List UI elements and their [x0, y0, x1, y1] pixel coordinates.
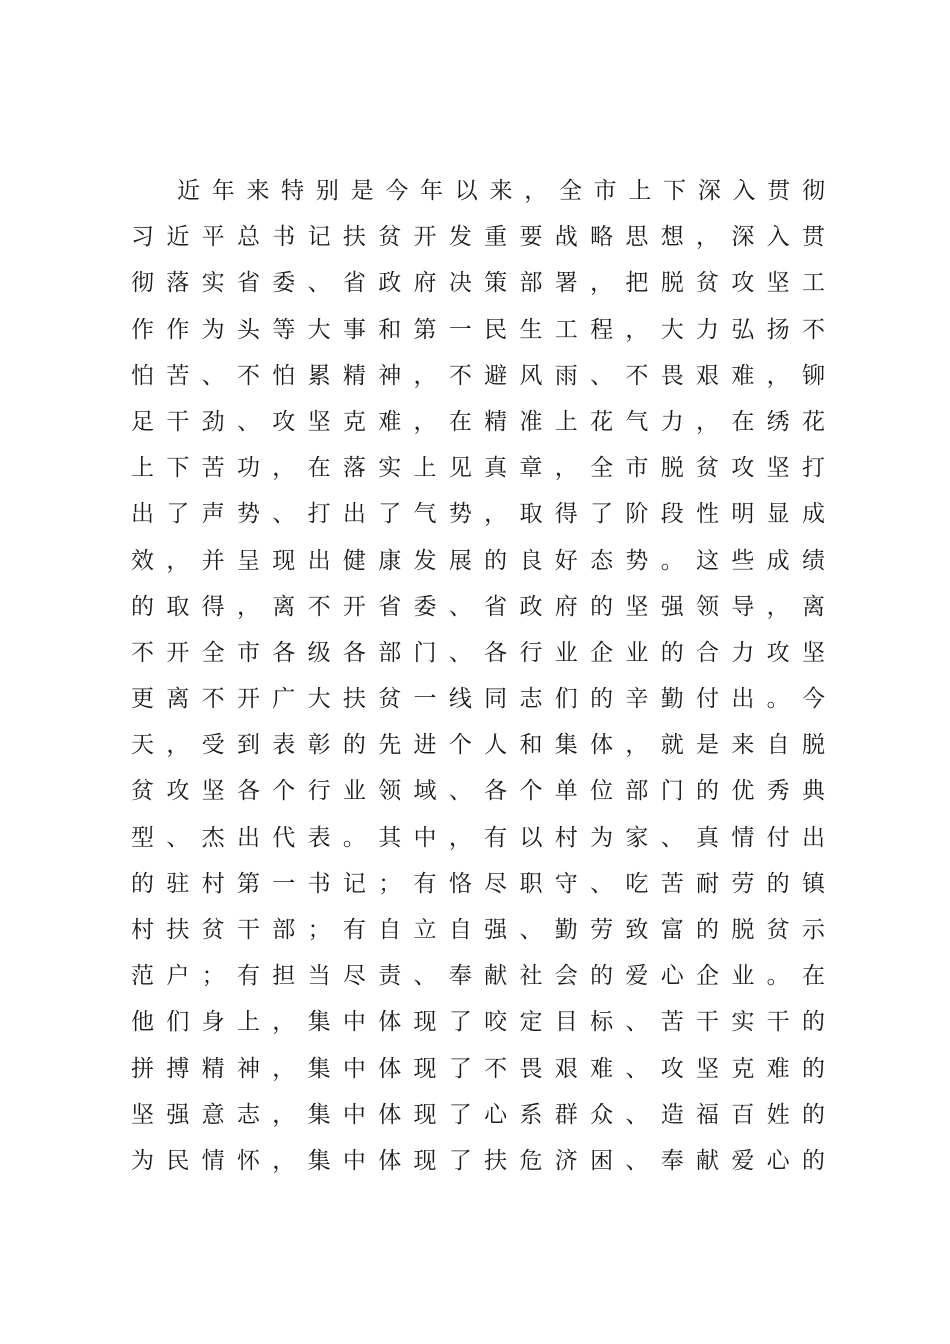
text-line: 贫攻坚各个行业领域、各个单位部门的优秀典 — [131, 778, 825, 805]
text-line: 他们身上，集中体现了咬定目标、苦干实干的 — [131, 1009, 825, 1036]
text-line: 彻落实省委、省政府决策部署，把脱贫攻坚工 — [131, 270, 825, 297]
text-line: 足干劲、攻坚克难，在精准上花气力，在绣花 — [131, 408, 825, 435]
text-line: 村扶贫干部；有自立自强、勤劳致富的脱贫示 — [131, 917, 825, 943]
text-line: 范户；有担当尽责、奉献社会的爱心企业。在 — [131, 963, 825, 990]
text-line: 习近平总书记扶贫开发重要战略思想，深入贯 — [131, 224, 825, 251]
text-line: 坚强意志，集中体现了心系群众、造福百姓的 — [131, 1101, 825, 1128]
text-line: 近年来特别是今年以来，全市上下深入贯彻 — [177, 178, 825, 204]
body-paragraph — [131, 168, 825, 1184]
text-line: 天，受到表彰的先进个人和集体，就是来自脱 — [131, 732, 825, 759]
text-line: 的驻村第一书记；有恪尽职守、吃苦耐劳的镇 — [131, 870, 825, 897]
text-line: 作作为头等大事和第一民生工程，大力弘扬不 — [131, 316, 825, 343]
text-line: 不开全市各级各部门、各行业企业的合力攻坚 — [131, 639, 825, 666]
text-line: 效，并呈现出健康发展的良好态势。这些成绩 — [131, 547, 825, 574]
text-line: 拼搏精神，集中体现了不畏艰难、攻坚克难的 — [131, 1055, 825, 1082]
text-line: 的取得，离不开省委、省政府的坚强领导，离 — [131, 593, 825, 620]
text-line: 为民情怀，集中体现了扶危济困、奉献爱心的 — [131, 1147, 825, 1174]
text-line: 更离不开广大扶贫一线同志们的辛勤付出。今 — [131, 686, 825, 713]
text-line: 型、杰出代表。其中，有以村为家、真情付出 — [131, 824, 825, 851]
text-line: 上下苦功，在落实上见真章，全市脱贫攻坚打 — [131, 455, 825, 482]
text-line: 怕苦、不怕累精神，不避风雨、不畏艰难，铆 — [131, 362, 825, 389]
text-line: 出了声势、打出了气势，取得了阶段性明显成 — [131, 501, 825, 528]
